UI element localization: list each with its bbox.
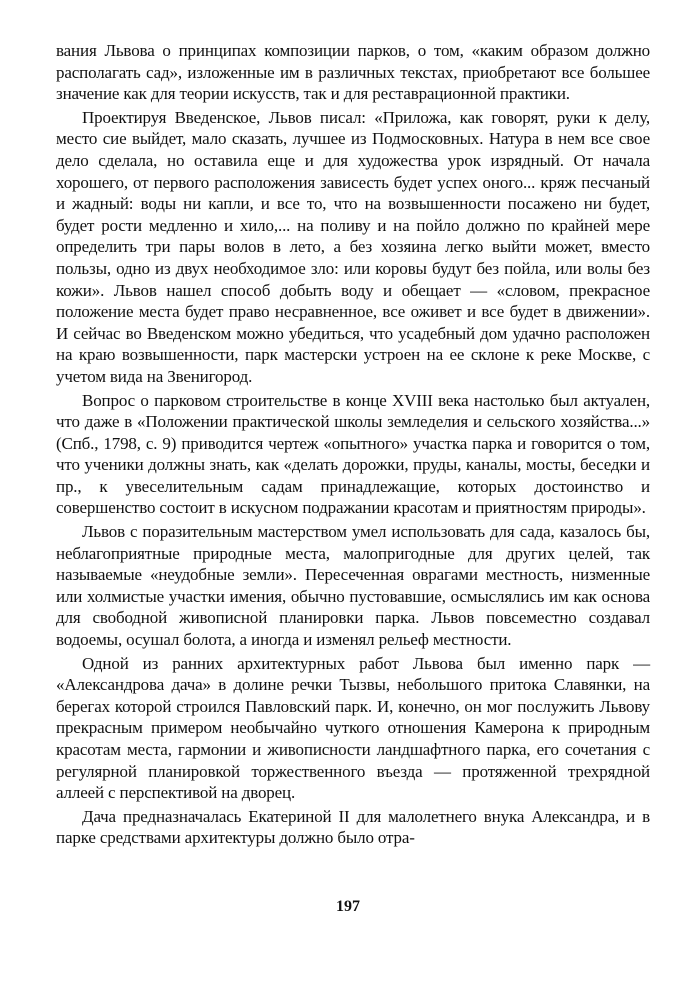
page-number: 197 [336,898,360,915]
paragraph-5: Одной из ранних архитектурных работ Львова был именно парк — «Александрова дача» в долине речки Тызвы, небольшого притока Славянки, на берегах которой строился Павловский парк. И, конечно, он мог послужить Львову прекрасным примером необычайно чуткого отношения Камерона к природным красотам места, гармонии и живописности ландшафтного парка, его сочетания с регулярной планировкой торжественного въезда — протяженной трехрядной аллеей с перспективой на дворец. [56,653,650,803]
paragraph-3: Вопрос о парковом строительстве в конце XVIII века настолько был актуален, что даже в «Положении практической школы земледелия и сельского хозяйства...» (Спб., 1798, с. 9) приводится чертеж «опытного» участка парка и говорится о том, что ученики должны знать, как «делать дорожки, пруды, каналы, мосты, беседки и пр., к увеселительным садам принадлежащие, которых достоинство и совершенство состоит в искусном подражании красотам и приятностям природы». [56,390,650,518]
paragraph-4: Львов с поразительным мастерством умел использовать для сада, казалось бы, неблагоприятные природные места, малопригодные для других целей, так называемые «неудобные земли». Пересеченная оврагами местность, низменные или холмистые участки имения, обычно пустовавшие, осмыслялись им как основа для свободной живописной планировки парка. Львов повсеместно создавал водоемы, осушал болота, а иногда и изменял рельеф местности. [56,522,650,650]
paragraph-2: Проектируя Введенское, Львов писал: «Приложа, как говорят, руки к делу, место сие выйдет, мало сказать, лучшее из Подмосковных. Натура в нем все свое дело сделала, но оставила еще и для художества урок изрядный. От начала хорошего, от первого расположения зависесть будет успех оного... кряж песчаный и жадный: воды ни капли, и все то, что на возвышенности посажено ни будет, будет рости медленно и хило,... на поливу и на пойло должно по крайней мере определить три пары волов в лето, а без хозяина легко выйти может, вместо пользы, одно из двух необходимое зло: или коровы будут без пойла, или волы без кожи». Львов нашел способ добыть воду и обещает — «словом, прекрасное положение места будет право несравненное, все оживет и все будет в движении». И сейчас во Введенском можно убедиться, что усадебный дом удачно расположен на краю возвышенности, парк мастерски устроен на ее склоне к реке Москве, с учетом вида на Звенигород. [56,107,650,386]
page-text-body [56,40,650,849]
paragraph-6: Дача предназначалась Екатериной II для малолетнего внука Александра, и в парке средствами архитектуры должно было отра- [56,806,650,848]
paragraph-1: вания Львова о принципах композиции парков, о том, «каким образом должно располагать сад», изложенные им в различных текстах, приобретают все большее значение как для теории искусств, так и для реставрационной практики. [56,41,650,104]
